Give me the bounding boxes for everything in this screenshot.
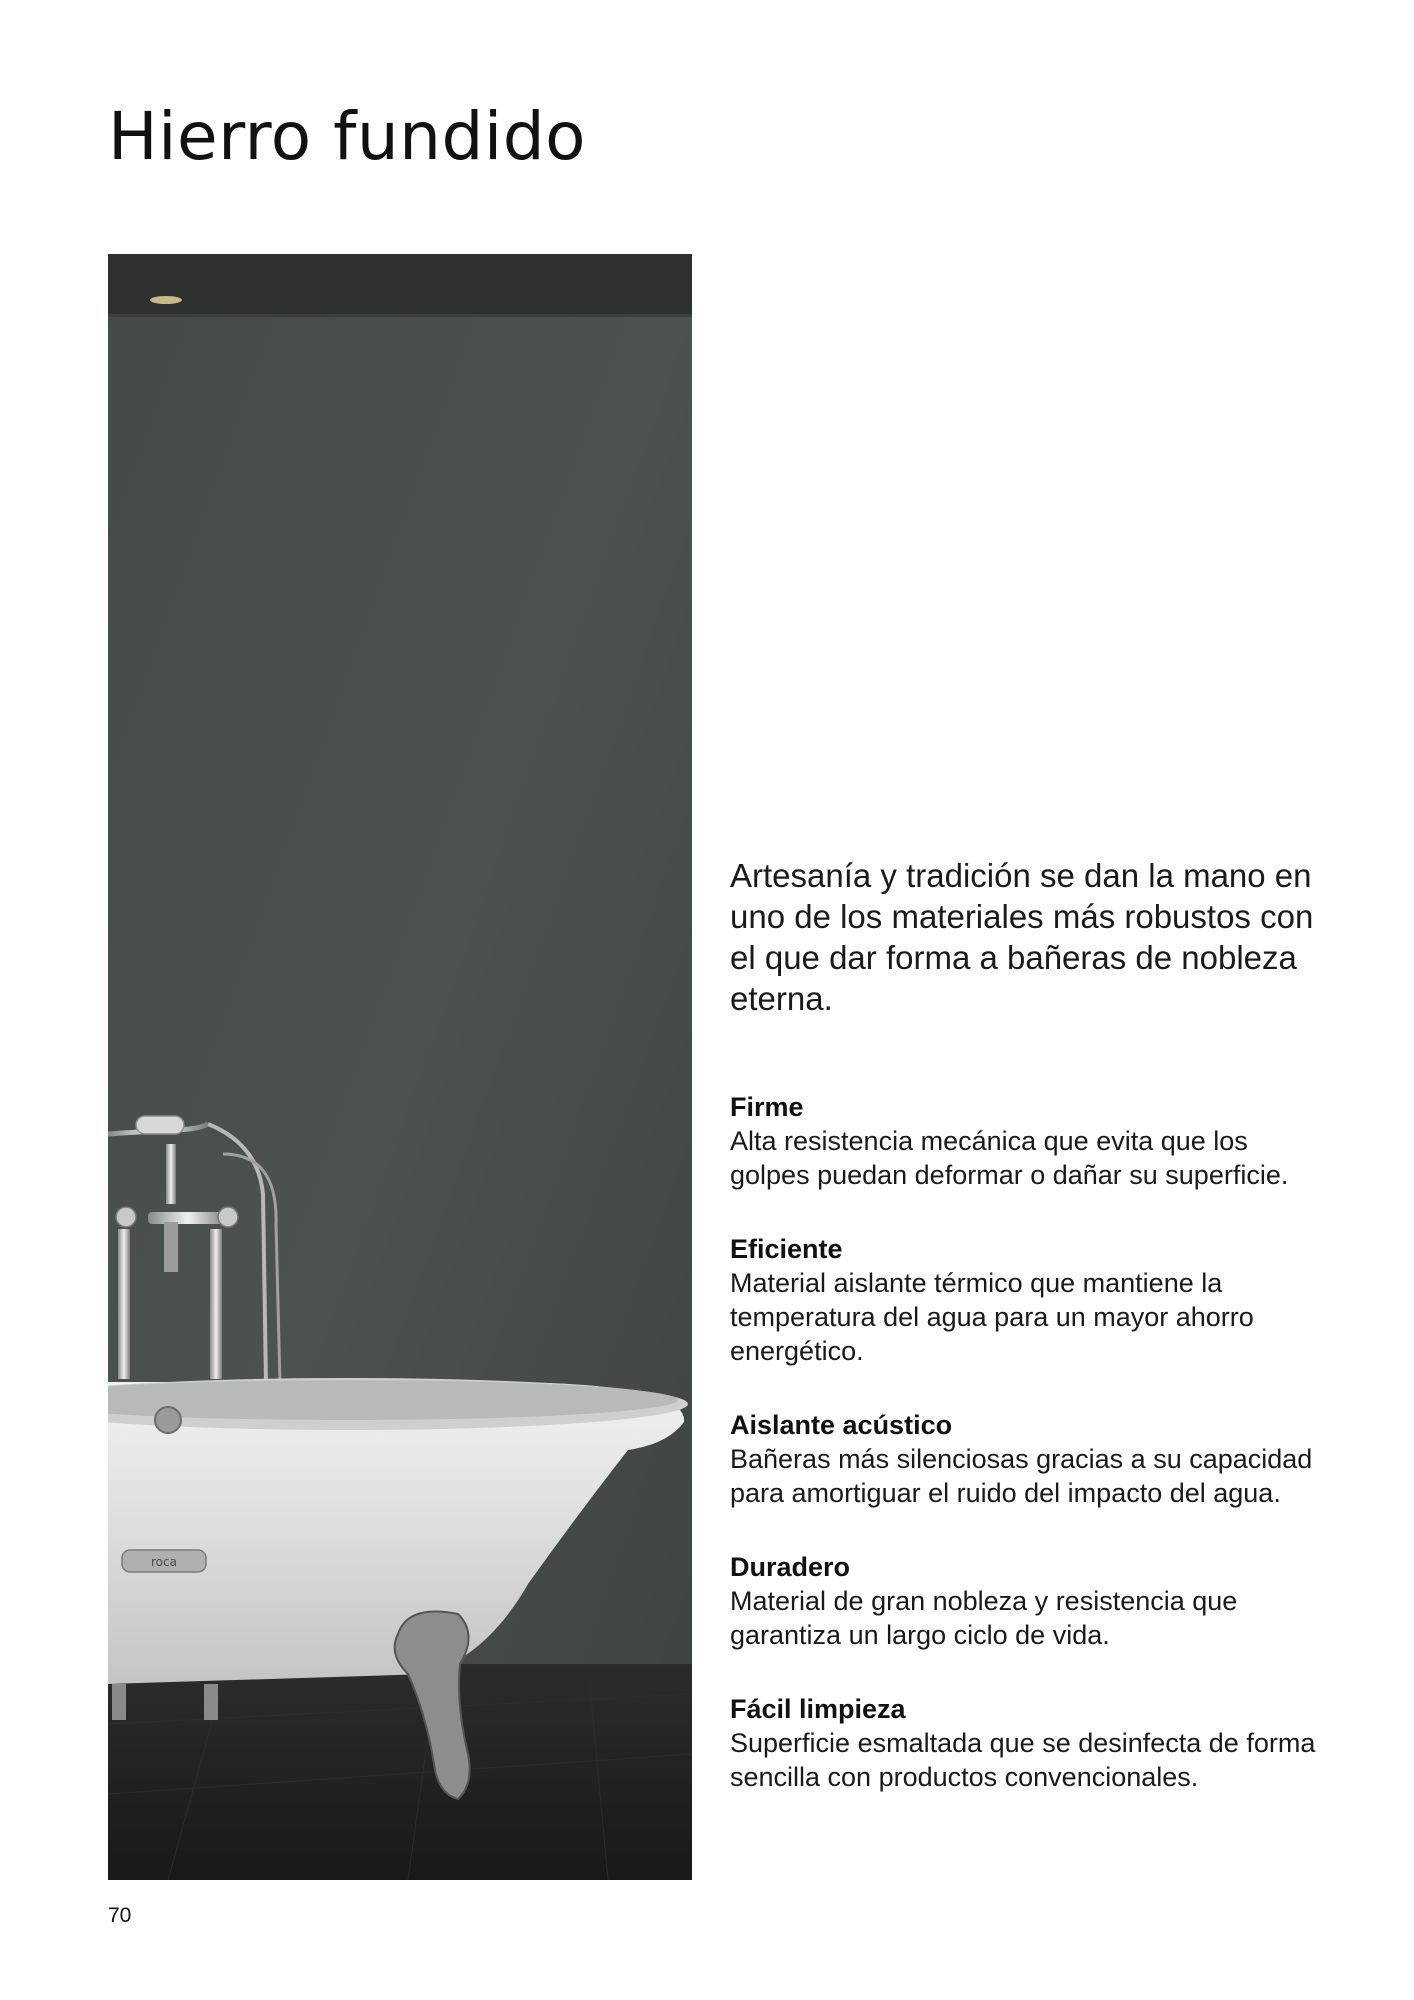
bathtub-photo xyxy=(108,254,692,1880)
intro-paragraph: Artesanía y tradición se dan la mano en uno de los materiales más robustos con el que dar forma a bañeras de nobleza eterna. xyxy=(730,857,1314,1017)
page-title: Hierro fundido xyxy=(108,98,586,175)
feature-item xyxy=(730,1408,1330,1510)
floor xyxy=(108,1664,692,1880)
feature-item xyxy=(730,1550,1330,1652)
feature-title: Firme xyxy=(730,1092,804,1122)
feature-title: Fácil limpieza xyxy=(730,1694,906,1724)
feature-description: Bañeras más silenciosas gracias a su capacidad para amortiguar el ruido del impacto del agua. xyxy=(730,1444,1313,1508)
feature-title: Eficiente xyxy=(730,1234,843,1264)
feature-item xyxy=(730,1232,1330,1368)
ceiling xyxy=(108,254,692,316)
feature-title: Duradero xyxy=(730,1552,851,1582)
feature-description: Superficie esmaltada que se desinfecta de forma sencilla con productos convencionales. xyxy=(730,1728,1316,1792)
page-number: 70 xyxy=(108,1904,132,1927)
feature-description: Alta resistencia mecánica que evita que los golpes puedan deformar o dañar su superficie. xyxy=(730,1126,1289,1190)
feature-description: Material de gran nobleza y resistencia que garantiza un largo ciclo de vida. xyxy=(730,1586,1238,1650)
plate-text: roca xyxy=(151,1555,177,1569)
feature-item xyxy=(730,1090,1330,1192)
features-list xyxy=(730,1090,1330,1834)
feature-item xyxy=(730,1692,1330,1794)
ceiling-light xyxy=(150,296,182,304)
feature-title: Aislante acústico xyxy=(730,1410,953,1440)
feature-description: Material aislante térmico que mantiene la temperatura del agua para un mayor ahorro energético. xyxy=(730,1268,1254,1366)
